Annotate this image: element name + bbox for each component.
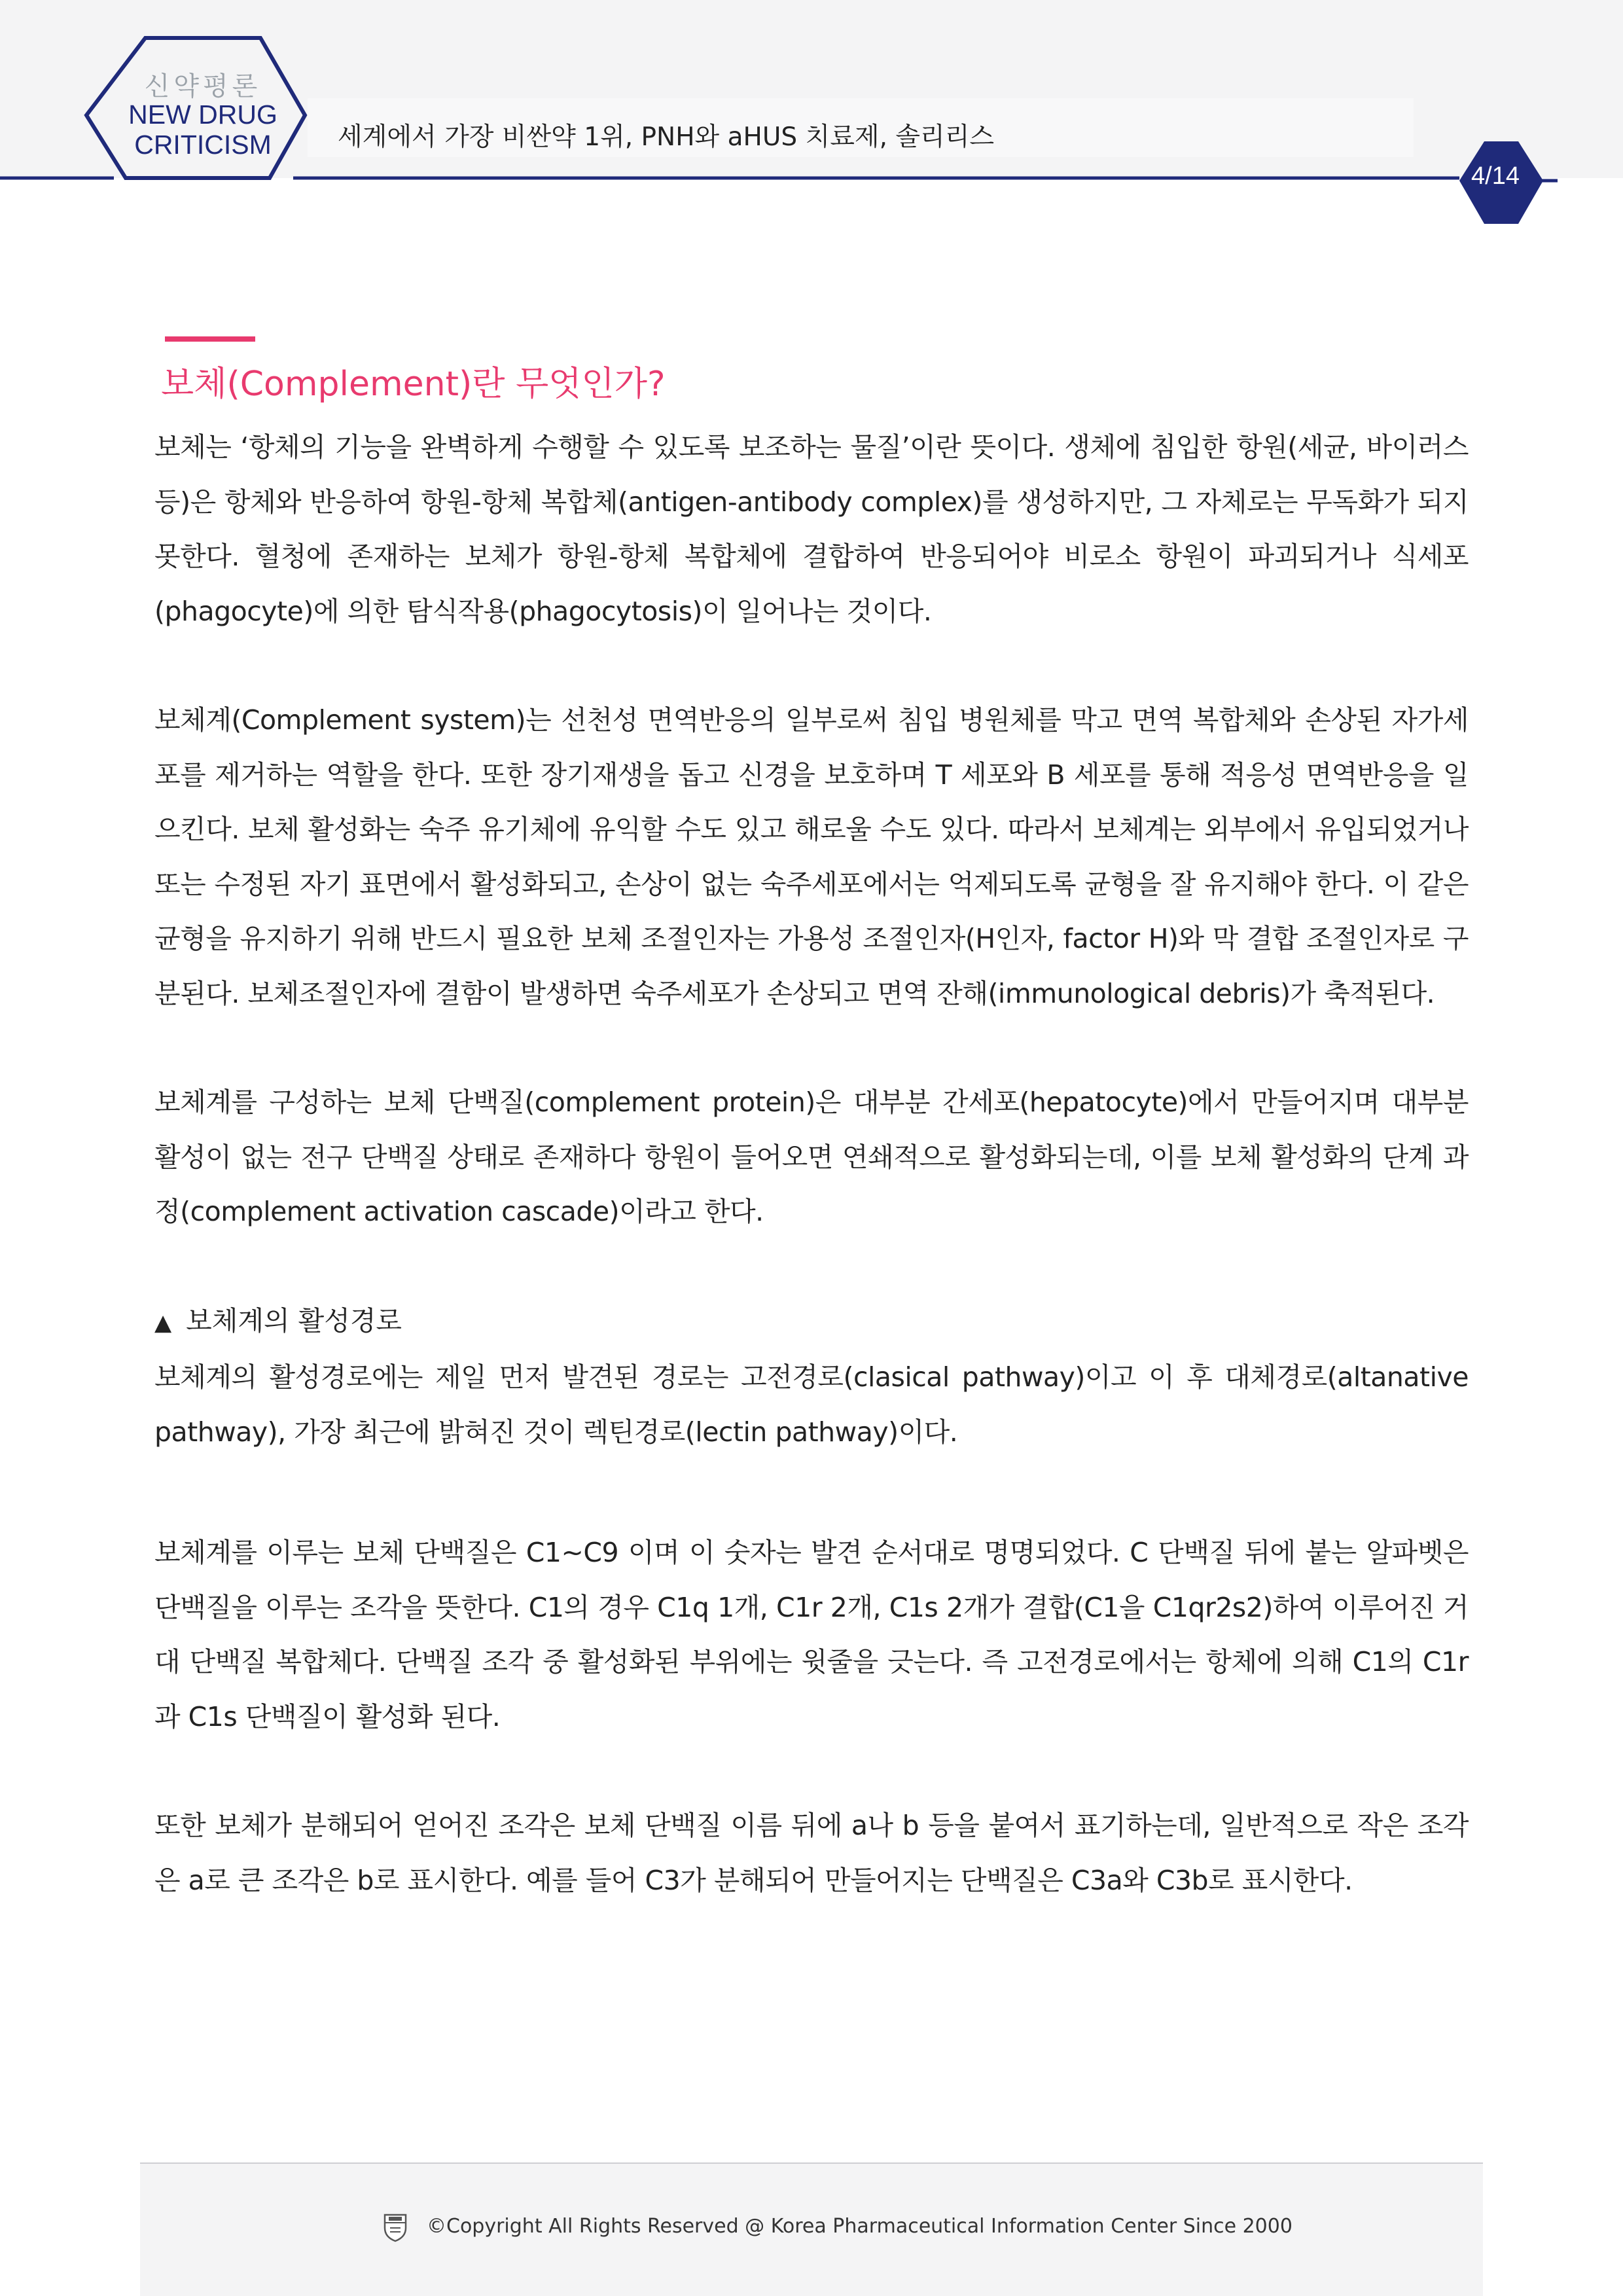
section-title: 보체(Complement)란 무엇인가? (161, 365, 666, 404)
paragraph-fragment-naming: 또한 보체가 분해되어 얻어진 조각은 보체 단백질 이름 뒤에 a나 b 등을 붙여서 표기하는데, 일반적으로 작은 조각은 a로 큰 조각은 b로 표시한다. 예를 들어 C3가 분해되어 만들어지는 단백질은 C3a와 C3b로 표시한다. (154, 1810, 1469, 1896)
brand-english (124, 99, 281, 160)
article-body (154, 420, 1469, 1908)
brand-english-line2: CRITICISM (134, 130, 272, 160)
paragraph-c1-c9: 보체계를 이루는 보체 단백질은 C1~C9 이며 이 숫자는 발견 순서대로 명명되었다. C 단백질 뒤에 붙는 알파벳은 단백질을 이루는 조각을 뜻한다. C1의 경우 C1q 1개, C1r 2개, C1s 2개가 결합(C1을 C1qr2s2)하여 이루어진 거대 단백질 복합체다. 단백질 조각 중 활성화된 부위에는 윗줄을 긋는다. 즉 고전경로에서는 항체에 의해 C1의 C1r과 C1s 단백질이 활성화 된다. (154, 1537, 1469, 1732)
brand-english-line1: NEW DRUG (128, 99, 277, 130)
crest-icon (382, 2212, 408, 2242)
brand-korean: 신약평론 (144, 71, 262, 101)
page-number: 4/14 (1471, 162, 1520, 190)
triangle-marker-icon: ▲ (154, 1309, 172, 1336)
section-accent-bar (165, 336, 255, 342)
paragraph-activation-pathways: 보체계의 활성경로에는 제일 먼저 발견된 경로는 고전경로(clasical pathway)이고 이 후 대체경로(altanative pathway), 가장 최근에 밝혀진 것이 렉틴경로(lectin pathway)이다. (154, 1361, 1469, 1448)
paragraph-complement-protein: 보체계를 구성하는 보체 단백질(complement protein)은 대부분 간세포(hepatocyte)에서 만들어지며 대부분 활성이 없는 전구 단백질 상태로 존재하다 항원이 들어오면 연쇄적으로 활성화되는데, 이를 보체 활성화의 단계 과정(complement activation cascade)이라고 한다. (154, 1086, 1469, 1227)
paragraph-complement-system: 보체계(Complement system)는 선천성 면역반응의 일부로써 침입 병원체를 막고 면역 복합체와 손상된 자가세포를 제거하는 역할을 한다. 또한 장기재생을 돕고 신경을 보호하며 T 세포와 B 세포를 통해 적응성 면역반응을 일으킨다. 보체 활성화는 숙주 유기체에 유익할 수도 있고 해로울 수도 있다. 따라서 보체계는 외부에서 유입되었거나 또는 수정된 자기 표면에서 활성화되고, 손상이 없는 숙주세포에서는 억제되도록 균형을 잘 유지해야 한다. 이 같은 균형을 유지하기 위해 반드시 필요한 보체 조절인자는 가용성 조절인자(H인자, factor H)와 막 결합 조절인자로 구분된다. 보체조절인자에 결함이 발생하면 숙주세포가 손상되고 면역 잔해(immunological debris)가 축적된다. (154, 704, 1469, 1009)
paragraph-complement-definition: 보체는 ‘항체의 기능을 완벽하게 수행할 수 있도록 보조하는 물질’이란 뜻이다. 생체에 침입한 항원(세균, 바이러스 등)은 항체와 반응하여 항원-항체 복합체(antigen-antibody complex)를 생성하지만, 그 자체로는 무독화가 되지 못한다. 혈청에 존재하는 보체가 항원-항체 복합체에 결합하여 반응되어야 비로소 항원이 파괴되거나 식세포(phagocyte)에 의한 탐식작용(phagocytosis)이 일어나는 것이다. (154, 431, 1469, 627)
header-title: 세계에서 가장 비싼약 1위, PNH와 aHUS 치료제, 솔리리스 (338, 122, 995, 152)
subheading-text: 보체계의 활성경로 (186, 1304, 402, 1336)
subheading-activation-pathway (154, 1294, 1469, 1351)
footer-copyright: ©Copyright All Rights Reserved @ Korea Pharmaceutical Information Center Since 2000 (427, 2215, 1293, 2238)
